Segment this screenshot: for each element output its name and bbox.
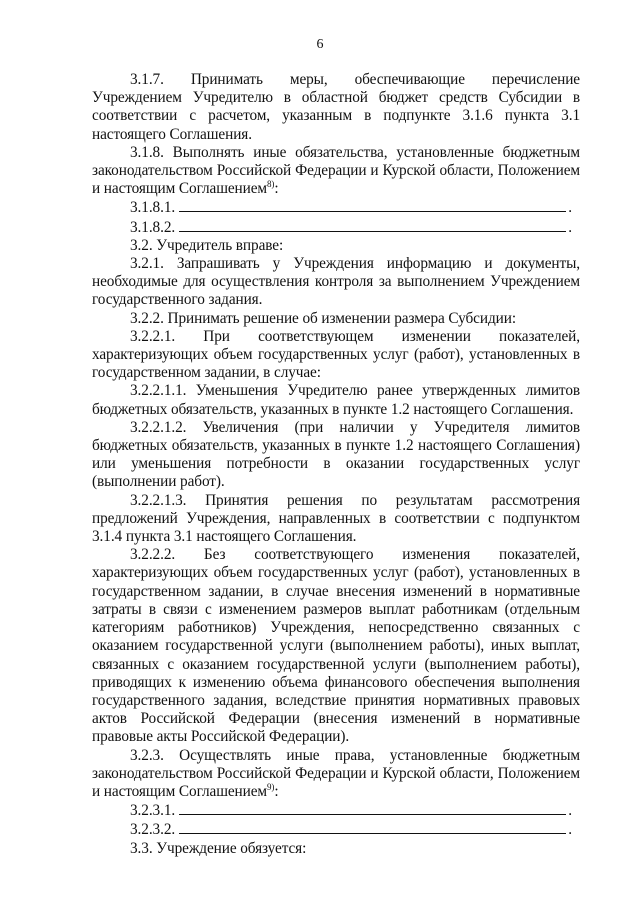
paragraph-3-2-2-1-1: 3.2.2.1.1. Уменьшения Учредителю ранее утвержденных лимитов бюджетных обязательств, указанных в пункте 1.2 настоящего Соглашения. xyxy=(92,382,580,418)
paragraph-3-2-2-1: 3.2.2.1. При соответствующем изменении показателей, характеризующих объем государственных услуг (работ), установленных в государственном задании, в случае: xyxy=(92,327,580,382)
fill-in-line xyxy=(179,198,566,212)
line-end-period: . xyxy=(568,218,572,236)
footnote-ref-9: 9) xyxy=(267,781,275,792)
paragraph-3-2-2-2: 3.2.2.2. Без соответствующего изменения показателей, характеризующих объем государственных услуг (работ), установленных в государственном задании, в случае внесения изменений в нормативные затраты в связи с изменением размеров выплат работникам (отдельным категориям работников) Учреждения, непосредственно связанных с оказанием государственной услуги (выполнением работы), иных выплат, связанных с оказанием государственной услуги (выполнением работы), приводящих к изменению объема финансового обеспечения выполнения государственного задания, вследствие принятия нормативных правовых актов Российской Федерации (внесения изменений в нормативные правовые акты Российской Федерации). xyxy=(92,546,580,746)
paragraph-3-2-1: 3.2.1. Запрашивать у Учреждения информацию и документы, необходимые для осуществления контроля за выполнением Учреждением государственного задания. xyxy=(92,255,580,309)
fill-in-line xyxy=(179,218,566,232)
paragraph-3-2-2-1-2: 3.2.2.1.2. Увеличения (при наличии у Учредителя лимитов бюджетных обязательств, указанных в пункте 1.2 настоящего Соглашения) или уменьшения потребности в оказании государственных услуг (выполнении работ). xyxy=(92,418,580,491)
paragraph-3-2-3-colon: : xyxy=(274,782,279,800)
blank-line-3-2-3-2 xyxy=(92,820,580,839)
paragraph-3-1-8-colon: : xyxy=(274,180,279,198)
paragraph-3-2-2: 3.2.2. Принимать решение об изменении размера Субсидии: xyxy=(130,309,516,327)
blank-line-3-2-3-1 xyxy=(92,801,580,820)
paragraph-3-1-8 xyxy=(92,144,580,199)
paragraph-3-2: 3.2. Учредитель вправе: xyxy=(130,236,284,254)
paragraph-3-2-2-1-3: 3.2.2.1.3. Принятия решения по результатам рассмотрения предложений Учреждения, направленных в соответствии с подпунктом 3.1.4 пункта 3.1 настоящего Соглашения. xyxy=(92,491,580,546)
fill-in-line xyxy=(179,801,566,815)
item-number-3-2-3-1: 3.2.3.1. xyxy=(130,802,176,820)
paragraph-3-3: 3.3. Учреждение обязуется: xyxy=(130,839,307,857)
blank-line-3-1-8-2 xyxy=(92,218,580,237)
paragraph-3-1-7: 3.1.7. Принимать меры, обеспечивающие перечисление Учреждением Учредителю в областной бюджет средств Субсидии в соответствии с расчетом, указанным в подпункте 3.1.6 пункта 3.1 настоящего Соглашения. xyxy=(92,71,580,143)
item-number-3-2-3-2: 3.2.3.2. xyxy=(130,821,176,839)
page-number: 6 xyxy=(316,37,324,52)
paragraph-3-1-8-text: 3.1.8. Выполнять иные обязательства, установленные бюджетным законодательством Российской Федерации и Курской области, Положением и настоящим Соглашением xyxy=(92,143,580,198)
blank-line-3-1-8-1 xyxy=(92,198,580,217)
document-body xyxy=(92,71,580,858)
line-end-period: . xyxy=(568,802,572,820)
item-number-3-1-8-1: 3.1.8.1. xyxy=(130,199,176,217)
fill-in-line xyxy=(179,820,566,834)
line-end-period: . xyxy=(568,199,572,217)
paragraph-3-2-3-text: 3.2.3. Осуществлять иные права, установленные бюджетным законодательством Российской Федерации и Курской области, Положением и настоящим Соглашением xyxy=(92,746,580,800)
line-end-period: . xyxy=(568,821,572,839)
item-number-3-1-8-2: 3.1.8.2. xyxy=(130,218,176,236)
paragraph-3-2-3 xyxy=(92,747,580,802)
footnote-ref-8: 8) xyxy=(267,179,275,190)
